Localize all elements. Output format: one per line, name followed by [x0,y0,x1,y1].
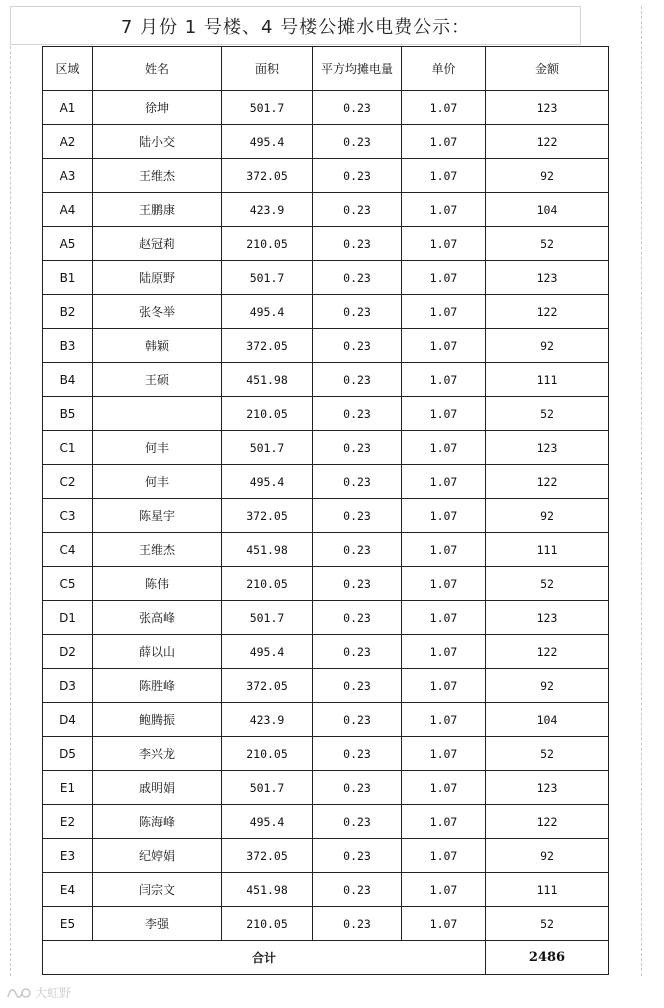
cell-size: 451.98 [222,363,313,397]
cell-size: 501.7 [222,601,313,635]
cell-unit-price: 1.07 [402,635,486,669]
table-row [43,91,609,125]
cell-name: 王硕 [93,363,222,397]
cell-size: 495.4 [222,805,313,839]
cell-avg-power: 0.23 [313,499,402,533]
cell-size: 372.05 [222,329,313,363]
cell-area: B3 [43,329,93,363]
cell-avg-power: 0.23 [313,295,402,329]
cell-amount: 52 [486,567,609,601]
cell-area: A3 [43,159,93,193]
cell-area: D2 [43,635,93,669]
cell-avg-power: 0.23 [313,159,402,193]
cell-unit-price: 1.07 [402,601,486,635]
watermark [6,984,71,1001]
cell-name: 纪婷娟 [93,839,222,873]
table-row [43,295,609,329]
header-row [43,47,609,91]
cell-area: A5 [43,227,93,261]
cell-size: 451.98 [222,533,313,567]
cell-area: D4 [43,703,93,737]
cell-unit-price: 1.07 [402,397,486,431]
cell-amount: 123 [486,431,609,465]
cell-name: 陈胜峰 [93,669,222,703]
cell-avg-power: 0.23 [313,125,402,159]
cell-avg-power: 0.23 [313,533,402,567]
cell-unit-price: 1.07 [402,499,486,533]
header-area: 区域 [43,47,93,91]
cell-name: 陆小交 [93,125,222,159]
total-row [43,941,609,975]
table-row [43,431,609,465]
cell-size: 423.9 [222,703,313,737]
cell-avg-power: 0.23 [313,397,402,431]
table-row [43,669,609,703]
cell-name: 徐坤 [93,91,222,125]
table-row [43,839,609,873]
cell-area: D5 [43,737,93,771]
header-name: 姓名 [93,47,222,91]
table-row [43,125,609,159]
cell-size: 210.05 [222,737,313,771]
table-row [43,227,609,261]
cell-area: D3 [43,669,93,703]
cell-name [93,397,222,431]
cell-area: E1 [43,771,93,805]
cell-amount: 122 [486,295,609,329]
cell-avg-power: 0.23 [313,601,402,635]
cell-size: 372.05 [222,669,313,703]
header-avg-power: 平方均摊电量 [313,47,402,91]
cell-unit-price: 1.07 [402,703,486,737]
cell-area: A1 [43,91,93,125]
cell-name: 王维杰 [93,159,222,193]
cell-size: 495.4 [222,465,313,499]
cell-avg-power: 0.23 [313,873,402,907]
cell-area: C3 [43,499,93,533]
watermark-logo-icon [6,985,32,1001]
cell-amount: 52 [486,227,609,261]
table-body [43,91,609,941]
cell-name: 陈星宇 [93,499,222,533]
cell-amount: 92 [486,329,609,363]
cell-size: 495.4 [222,635,313,669]
cell-name: 闫宗文 [93,873,222,907]
cell-avg-power: 0.23 [313,363,402,397]
cell-size: 423.9 [222,193,313,227]
cell-avg-power: 0.23 [313,635,402,669]
cell-name: 鲍腾振 [93,703,222,737]
header-unit-price: 单价 [402,47,486,91]
cell-size: 501.7 [222,261,313,295]
cell-area: D1 [43,601,93,635]
cell-unit-price: 1.07 [402,227,486,261]
table-row [43,601,609,635]
cell-size: 372.05 [222,499,313,533]
table-row [43,703,609,737]
cell-name: 赵冠莉 [93,227,222,261]
cell-avg-power: 0.23 [313,91,402,125]
cell-unit-price: 1.07 [402,567,486,601]
cell-amount: 92 [486,499,609,533]
table-row [43,873,609,907]
cell-amount: 104 [486,193,609,227]
cell-unit-price: 1.07 [402,873,486,907]
cell-amount: 123 [486,771,609,805]
cell-amount: 123 [486,261,609,295]
cell-unit-price: 1.07 [402,839,486,873]
cell-name: 何丰 [93,465,222,499]
cell-area: B2 [43,295,93,329]
cell-name: 戚明娟 [93,771,222,805]
cell-amount: 123 [486,601,609,635]
table-row [43,193,609,227]
cell-size: 451.98 [222,873,313,907]
cell-area: E4 [43,873,93,907]
cell-unit-price: 1.07 [402,329,486,363]
total-label: 合计 [43,941,486,975]
cell-avg-power: 0.23 [313,703,402,737]
cell-area: C4 [43,533,93,567]
table-row [43,465,609,499]
cell-amount: 92 [486,669,609,703]
cell-name: 陈海峰 [93,805,222,839]
table-row [43,771,609,805]
cell-unit-price: 1.07 [402,159,486,193]
cell-name: 何丰 [93,431,222,465]
cell-amount: 122 [486,465,609,499]
cell-size: 501.7 [222,91,313,125]
cell-unit-price: 1.07 [402,465,486,499]
cell-name: 李强 [93,907,222,941]
cell-area: B1 [43,261,93,295]
cell-amount: 104 [486,703,609,737]
cell-amount: 122 [486,635,609,669]
table-row [43,737,609,771]
page-title: 7 月份 1 号楼、4 号楼公摊水电费公示： [10,6,581,45]
cell-name: 王鹏康 [93,193,222,227]
cell-size: 495.4 [222,125,313,159]
cell-amount: 123 [486,91,609,125]
cell-unit-price: 1.07 [402,805,486,839]
cell-amount: 52 [486,397,609,431]
cell-unit-price: 1.07 [402,431,486,465]
table-row [43,159,609,193]
cell-amount: 52 [486,907,609,941]
cell-size: 210.05 [222,227,313,261]
table-row [43,397,609,431]
cell-amount: 111 [486,873,609,907]
total-value: 2486 [486,941,609,975]
cell-area: C1 [43,431,93,465]
table-row [43,261,609,295]
cell-area: B4 [43,363,93,397]
cell-avg-power: 0.23 [313,227,402,261]
cell-amount: 92 [486,839,609,873]
cell-size: 210.05 [222,397,313,431]
cell-avg-power: 0.23 [313,567,402,601]
table-row [43,805,609,839]
cell-unit-price: 1.07 [402,771,486,805]
cell-size: 210.05 [222,907,313,941]
cell-area: A2 [43,125,93,159]
header-size: 面积 [222,47,313,91]
cell-unit-price: 1.07 [402,193,486,227]
cell-unit-price: 1.07 [402,669,486,703]
cell-name: 李兴龙 [93,737,222,771]
cell-amount: 52 [486,737,609,771]
cell-avg-power: 0.23 [313,839,402,873]
cell-size: 501.7 [222,431,313,465]
cell-avg-power: 0.23 [313,261,402,295]
cell-avg-power: 0.23 [313,669,402,703]
cell-name: 陈伟 [93,567,222,601]
cell-unit-price: 1.07 [402,125,486,159]
cell-unit-price: 1.07 [402,533,486,567]
cell-amount: 122 [486,125,609,159]
cell-size: 372.05 [222,839,313,873]
cell-amount: 111 [486,363,609,397]
cell-amount: 92 [486,159,609,193]
cell-unit-price: 1.07 [402,261,486,295]
cell-area: B5 [43,397,93,431]
cell-area: E5 [43,907,93,941]
table-row [43,499,609,533]
table-row [43,533,609,567]
cell-avg-power: 0.23 [313,737,402,771]
cell-unit-price: 1.07 [402,91,486,125]
cell-unit-price: 1.07 [402,737,486,771]
cell-size: 495.4 [222,295,313,329]
watermark-text: 大虹野 [35,986,72,1000]
table-row [43,329,609,363]
cell-name: 陆原野 [93,261,222,295]
cell-avg-power: 0.23 [313,193,402,227]
cell-name: 韩颖 [93,329,222,363]
cell-area: C5 [43,567,93,601]
cell-name: 薛以山 [93,635,222,669]
table-row [43,635,609,669]
cell-amount: 111 [486,533,609,567]
cell-avg-power: 0.23 [313,465,402,499]
cell-avg-power: 0.23 [313,431,402,465]
cell-unit-price: 1.07 [402,907,486,941]
cell-unit-price: 1.07 [402,295,486,329]
cell-avg-power: 0.23 [313,907,402,941]
cell-avg-power: 0.23 [313,329,402,363]
table-row [43,907,609,941]
fee-table [42,46,609,975]
cell-avg-power: 0.23 [313,771,402,805]
cell-area: E2 [43,805,93,839]
cell-area: C2 [43,465,93,499]
cell-unit-price: 1.07 [402,363,486,397]
cell-area: E3 [43,839,93,873]
cell-size: 210.05 [222,567,313,601]
cell-size: 501.7 [222,771,313,805]
header-amount: 金额 [486,47,609,91]
cell-size: 372.05 [222,159,313,193]
cell-area: A4 [43,193,93,227]
cell-name: 张高峰 [93,601,222,635]
cell-name: 王维杰 [93,533,222,567]
table-row [43,567,609,601]
cell-avg-power: 0.23 [313,805,402,839]
cell-name: 张冬举 [93,295,222,329]
cell-amount: 122 [486,805,609,839]
table-row [43,363,609,397]
